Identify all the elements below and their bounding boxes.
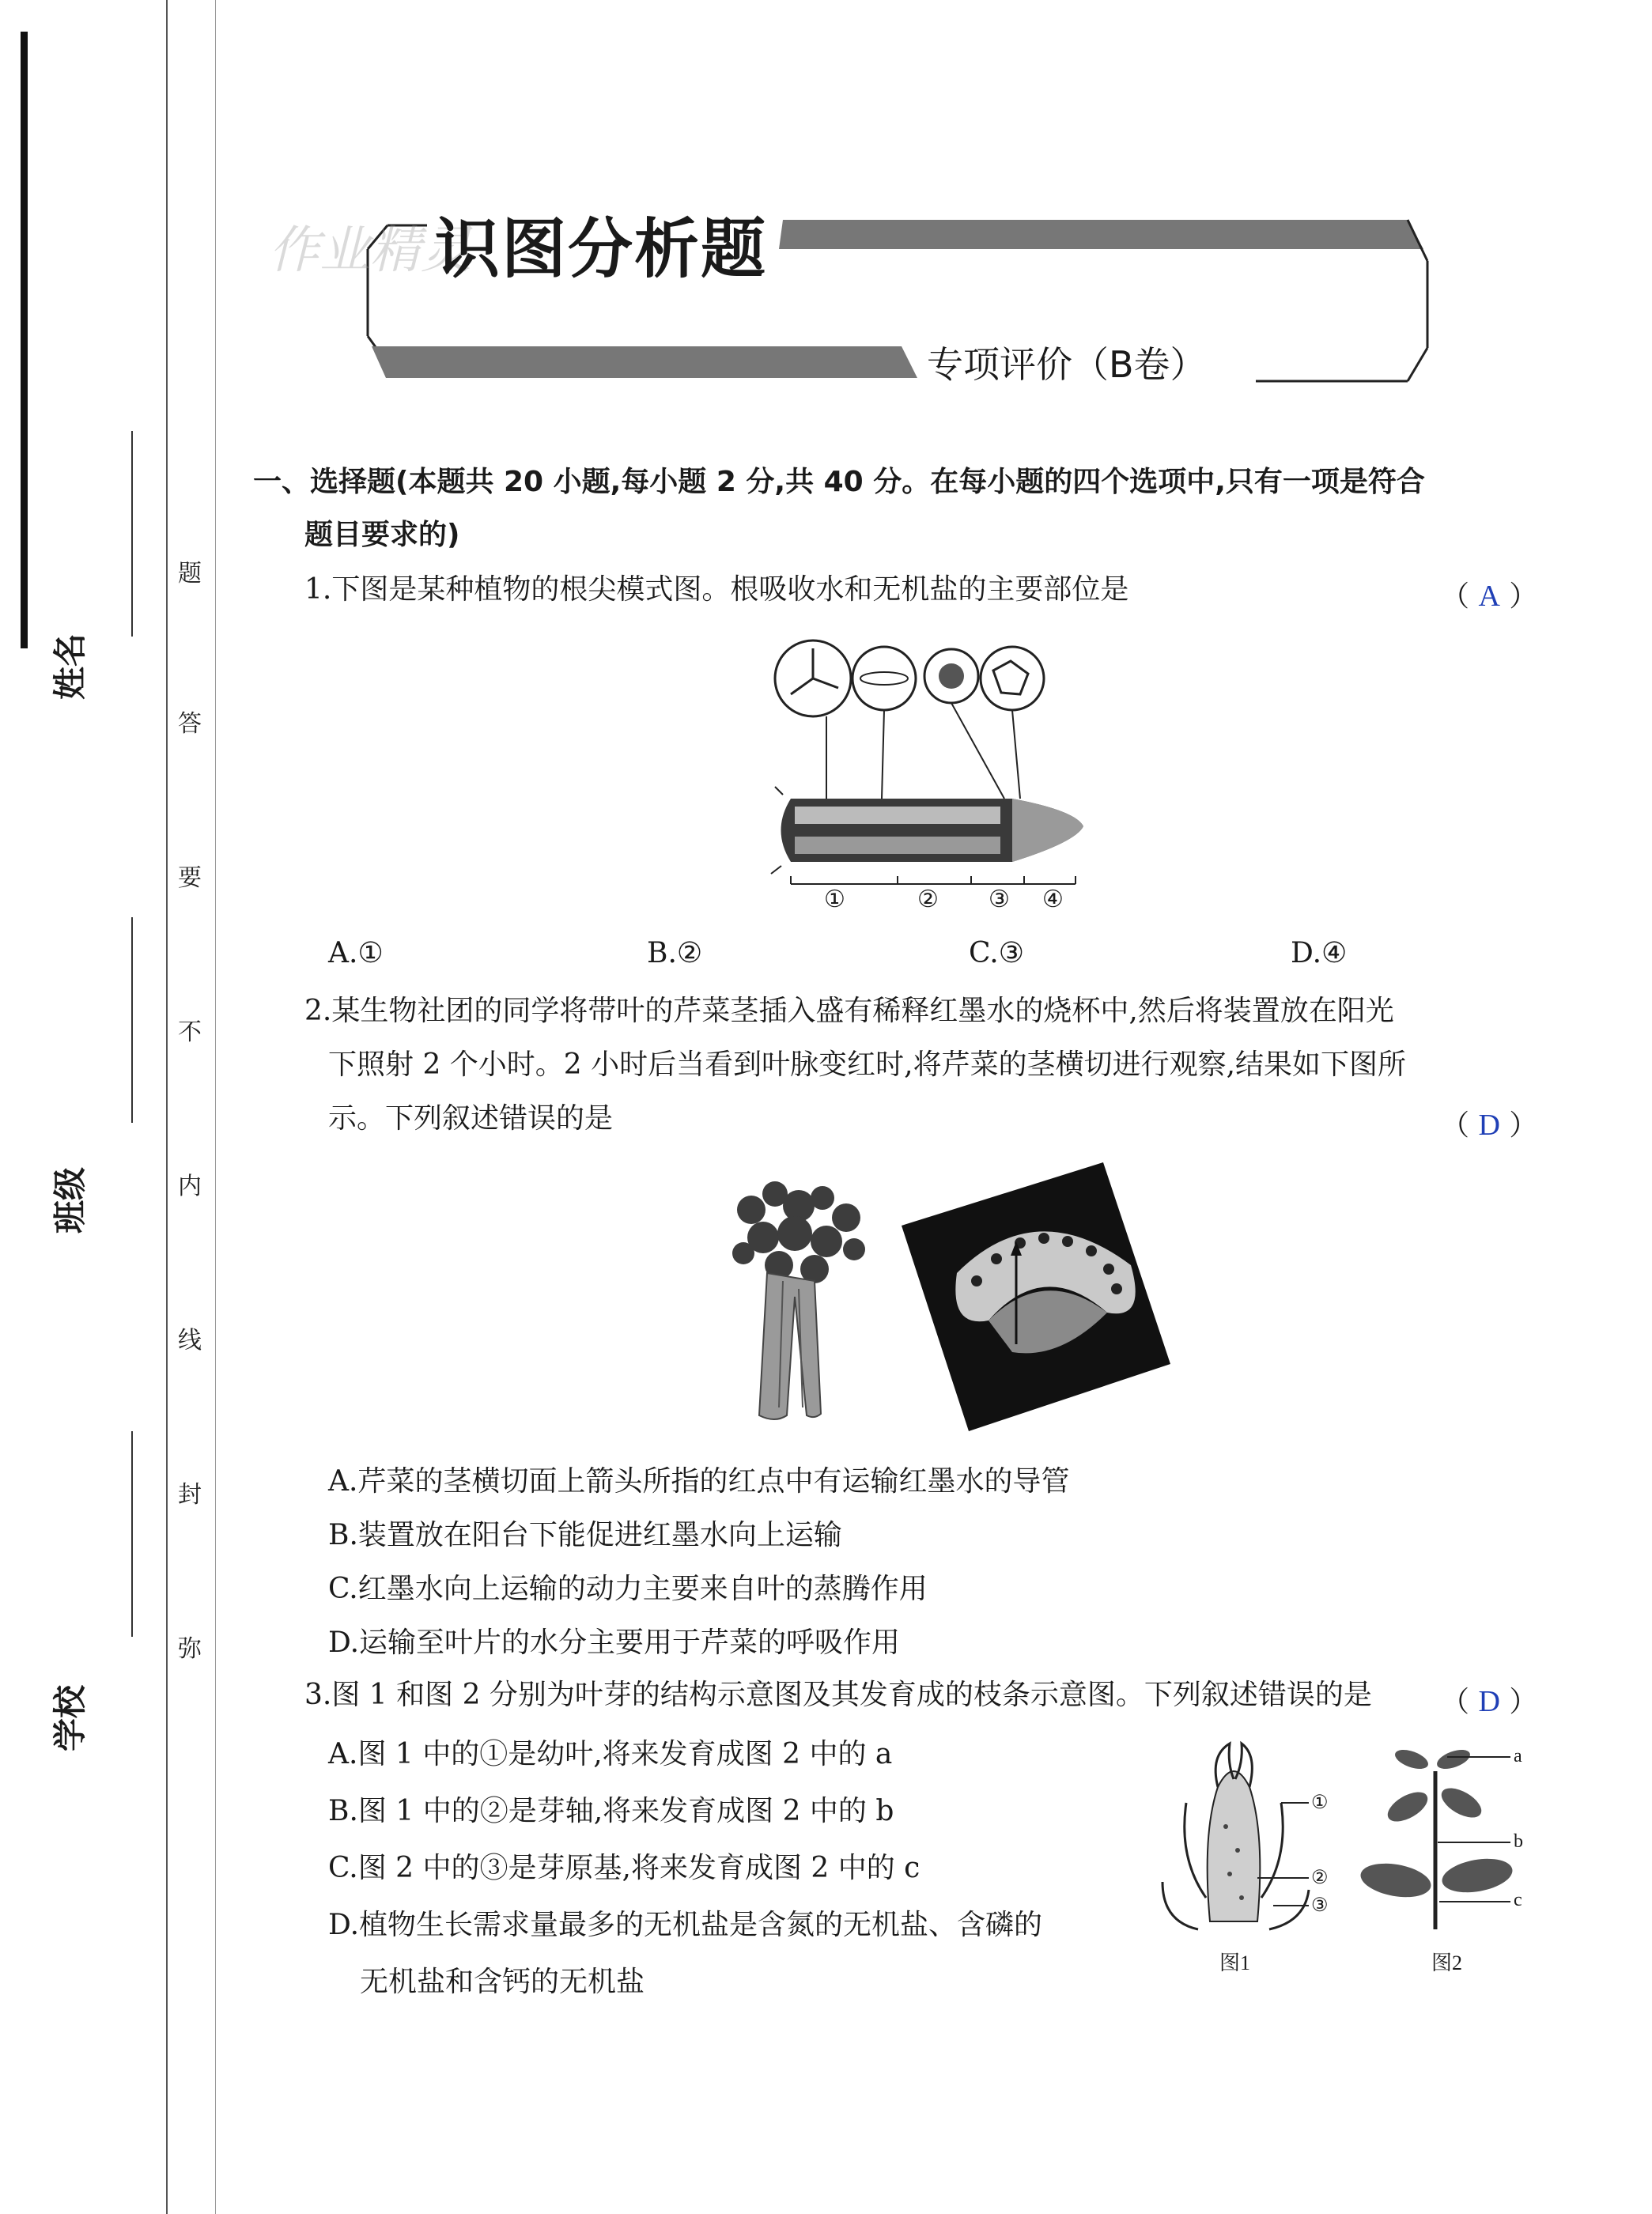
q1-answer: （ A ）	[1441, 580, 1538, 613]
seal-char: 线	[178, 1327, 202, 1354]
q2-answer-letter: D	[1478, 1109, 1500, 1142]
seal-char: 封	[178, 1481, 202, 1509]
q2-stem-line2: 下照射 2 个小时。2 小时后当看到叶脉变红时,将芹菜的茎横切进行观察,结果如下图所	[328, 1048, 1407, 1081]
seal-char: 题	[178, 560, 202, 588]
q1-answer-letter: A	[1478, 580, 1500, 613]
name-field-line[interactable]	[131, 431, 133, 637]
seal-char: 答	[178, 710, 202, 738]
q1-option-a[interactable]: A.①	[328, 937, 384, 969]
seal-char: 要	[178, 864, 202, 892]
seal-char: 弥	[178, 1635, 202, 1663]
q3-option-b[interactable]: B.图 1 中的②是芽轴,将来发育成图 2 中的 b	[328, 1795, 894, 1827]
binding-line-2	[215, 0, 216, 2214]
page-subtitle: 专项评价（B卷）	[927, 343, 1207, 386]
fig2-label: c	[1514, 1890, 1522, 1910]
binding-line-1	[166, 0, 168, 2214]
name-field-label: 姓名	[51, 633, 89, 700]
leaf-bud-figure	[1155, 1740, 1329, 1945]
fig2-label: a	[1514, 1746, 1522, 1766]
q2-option-c[interactable]: C.红墨水向上运输的动力主要来自叶的蒸腾作用	[328, 1573, 928, 1605]
binding-edge	[21, 32, 28, 648]
root-tip-label: ①	[824, 886, 845, 912]
root-tip-label: ④	[1042, 886, 1064, 912]
celery-photo	[720, 1178, 870, 1423]
fig2-label: b	[1514, 1831, 1523, 1852]
q3-option-d[interactable]: D.植物生长需求量最多的无机盐是含氮的无机盐、含磷的	[328, 1909, 1043, 1941]
q3-answer-letter: D	[1478, 1685, 1500, 1718]
root-tip-label: ②	[917, 886, 939, 912]
fig1-label: ③	[1311, 1895, 1329, 1916]
section-heading-line1: 一、选择题(本题共 20 小题,每小题 2 分,共 40 分。在每小题的四个选项中,只有一项是符合	[253, 466, 1425, 498]
fig2-caption: 图2	[1431, 1951, 1463, 1974]
q3-answer: （ D ）	[1441, 1685, 1538, 1718]
q2-stem-line1: 2.某生物社团的同学将带叶的芹菜茎插入盛有稀释红墨水的烧杯中,然后将装置放在阳光	[304, 995, 1394, 1027]
watermark: 作业精灵	[269, 221, 471, 280]
root-tip-label: ③	[989, 886, 1010, 912]
school-field-label: 学校	[51, 1684, 89, 1751]
class-field-label: 班级	[51, 1166, 89, 1234]
celery-cross-section-photo	[902, 1162, 1170, 1431]
q2-option-d[interactable]: D.运输至叶片的水分主要用于芹菜的呼吸作用	[328, 1626, 901, 1659]
q3-option-d-cont: 无机盐和含钙的无机盐	[360, 1966, 645, 1998]
fig1-label: ①	[1311, 1793, 1329, 1813]
q1-stem: 1.下图是某种植物的根尖模式图。根吸收水和无机盐的主要部位是	[304, 573, 1129, 606]
q2-answer: （ D ）	[1441, 1109, 1538, 1142]
branch-figure	[1360, 1740, 1534, 1945]
q3-option-c[interactable]: C.图 2 中的③是芽原基,将来发育成图 2 中的 c	[328, 1852, 921, 1884]
seal-char: 不	[178, 1018, 202, 1046]
page-title: 识图分析题	[435, 212, 768, 287]
section-heading-line2: 题目要求的)	[304, 519, 460, 551]
seal-char: 内	[178, 1173, 202, 1200]
q3-option-a[interactable]: A.图 1 中的①是幼叶,将来发育成图 2 中的 a	[328, 1738, 893, 1770]
q1-option-d[interactable]: D.④	[1291, 937, 1348, 969]
q1-option-c[interactable]: C.③	[969, 937, 1024, 969]
fig1-label: ②	[1311, 1868, 1329, 1888]
q3-stem: 3.图 1 和图 2 分别为叶芽的结构示意图及其发育成的枝条示意图。下列叙述错误的是	[304, 1679, 1372, 1711]
class-field-line[interactable]	[131, 917, 133, 1123]
q1-option-b[interactable]: B.②	[647, 937, 703, 969]
q2-option-a[interactable]: A.芹菜的茎横切面上箭头所指的红点中有运输红墨水的导管	[328, 1465, 1070, 1498]
fig1-caption: 图1	[1219, 1951, 1251, 1974]
root-tip-figure	[759, 633, 1091, 917]
q2-option-b[interactable]: B.装置放在阳台下能促进红墨水向上运输	[328, 1519, 842, 1551]
school-field-line[interactable]	[131, 1431, 133, 1637]
q2-stem-line3: 示。下列叙述错误的是	[328, 1102, 614, 1135]
